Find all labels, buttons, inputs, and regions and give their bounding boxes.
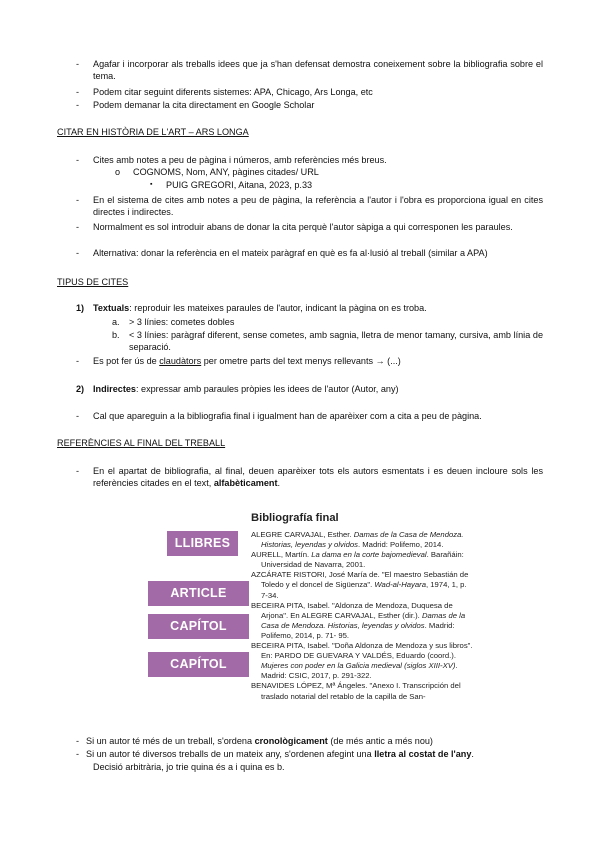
bullet-dash: - <box>76 100 80 110</box>
label-capitol: CAPÍTOL <box>148 614 249 639</box>
sub-sub-bullet-text: PUIG GREGORI, Aitana, 2023, p.33 <box>166 180 313 190</box>
text-part: per ometre parts del text menys rellevants → (...) <box>201 356 401 366</box>
label-llibres: LLIBRES <box>167 531 238 556</box>
bib-entry <box>251 550 473 570</box>
text-part: Si un autor té més de un treball, s'ordena <box>86 736 255 746</box>
list-item-textuals <box>93 302 427 314</box>
term-rest: : reproduir les mateixes paraules de l'autor, indicant la pàgina on es troba. <box>129 303 427 313</box>
bullet-dash: - <box>76 356 80 366</box>
bib-italic: Wad-al-Hayara <box>374 580 426 590</box>
bib-text: BECEIRA PITA, Isabel. "Doña Aldonza de Mendoza y sus libros". En: PARDO DE GUEVARA Y VALDÉS, Eduardo (coord.). <box>251 641 473 661</box>
bib-entry <box>251 601 473 641</box>
bib-text: . Barañáin: Universidad de Navarra, 2001. <box>261 550 464 570</box>
bullet-text: Cites amb notes a peu de pàgina i números, amb referències més breus. <box>93 155 387 165</box>
term-bold: Indirectes <box>93 384 136 394</box>
bibliography-entries <box>251 530 473 702</box>
text-part: . <box>277 478 281 488</box>
bullet-text: Agafar i incorporar als treballs idees que ja s'han defensat demostra coneixement sobre la bibliografia sobre el tema. <box>93 59 543 81</box>
bib-text: BENAVIDES LÓPEZ, Mª Ángeles. "Anexo I. Transcripción del traslado notarial del retablo de la capilla de San- <box>251 681 461 701</box>
bullet-text: En el sistema de cites amb notes a peu de pàgina, la referència a l'autor i l'obra es proporciona igual en cites directes i indirectes. <box>93 195 543 217</box>
bullet-dash: - <box>76 411 80 421</box>
sub-label: a. <box>112 317 120 327</box>
bib-entry <box>251 681 473 701</box>
text-part: . <box>471 749 474 759</box>
section-heading-tipus: TIPUS DE CITES <box>57 277 129 287</box>
sub-bullet-circle: o <box>115 167 121 177</box>
bottom-line-3: Decisió arbitrària, jo trie quina és a i quina es b. <box>93 762 285 772</box>
square-bullet-icon: ▪ <box>150 181 153 188</box>
bib-text: , 1974, 1, p. 7-34. <box>261 580 467 600</box>
list-item-indirectes <box>93 383 399 395</box>
bib-entry <box>251 570 473 600</box>
bullet-text: Podem demanar la cita directament en Google Scholar <box>93 100 315 110</box>
bold-word: lletra al costat de l'any <box>374 749 472 759</box>
underlined-word: claudàtors <box>159 356 202 366</box>
bib-italic: Mujeres con poder en la Galicia medieval (siglos XIII-XV) <box>261 661 456 671</box>
bib-italic: Damas de la Casa de Mendoza. Historias, leyendas y olvidos <box>261 610 466 630</box>
sub-bullet-text: COGNOMS, Nom, ANY, pàgines citades/ URL <box>133 167 319 177</box>
bullet-dash: - <box>76 736 80 746</box>
bib-text: ALEGRE CARVAJAL, Esther. <box>251 530 354 539</box>
bullet-text-claudators <box>93 355 401 367</box>
bib-text: BECEIRA PITA, Isabel. "Aldonza de Mendoza, Duquesa de Arjona". En ALEGRE CARVAJAL, Esther (dir.). <box>251 600 453 620</box>
bold-word: cronològicament <box>254 736 328 746</box>
bullet-text: Cal que apareguin a la bibliografia final i igualment han de aparèixer com a cita a peu de pàgina. <box>93 411 482 421</box>
list-number: 2) <box>76 384 85 394</box>
bullet-dash: - <box>76 87 80 97</box>
term-rest: : expressar amb paraules pròpies les idees de l'autor (Autor, any) <box>135 384 399 394</box>
bib-text: . Madrid: Polifemo, 2014, p. 71- 95. <box>261 620 455 640</box>
section-heading-citar: CITAR EN HISTÒRIA DE L'ART – ARS LONGA <box>57 127 249 137</box>
bullet-text: Alternativa: donar la referència en el mateix paràgraf en què es fa al·lusió al treball (similar a APA) <box>93 248 488 258</box>
section-heading-referencies: REFERÈNCIES AL FINAL DEL TREBALL <box>57 438 226 448</box>
bottom-line-1 <box>86 735 433 747</box>
term-bold: Textuals <box>93 303 130 313</box>
bibliography-figure <box>146 508 476 722</box>
bullet-dash: - <box>76 466 80 476</box>
bib-italic: La dama en la corte bajomedieval <box>311 550 427 560</box>
bullet-text-referencies <box>93 465 543 489</box>
bib-text: AURELL, Martín. <box>251 550 312 560</box>
text-part: (de més antic a més nou) <box>327 736 433 746</box>
label-capitol: CAPÍTOL <box>148 652 249 677</box>
bold-word: alfabèticament <box>213 478 278 488</box>
sub-label: b. <box>112 330 120 340</box>
bib-text: AZCÁRATE RISTORI, José María de. "El maestro Sebastián de Toledo y el doncel de Sigüenza". <box>251 570 469 590</box>
bullet-dash: - <box>76 155 80 165</box>
text-part: En el apartat de bibliografia, al final, deuen aparèixer tots els autors esmentats i es deuen incloure sols les referències citades en el text, <box>93 466 543 488</box>
bib-entry <box>251 641 473 681</box>
sub-item-text: > 3 línies: cometes dobles <box>129 317 235 327</box>
bottom-line-2 <box>86 748 474 760</box>
bullet-dash: - <box>76 59 80 69</box>
bullet-dash: - <box>76 749 80 759</box>
bullet-dash: - <box>76 248 80 258</box>
list-number: 1) <box>76 303 85 313</box>
bibliography-title: Bibliografía final <box>251 512 339 524</box>
text-part: Si un autor té diversos treballs de un mateix any, s'ordenen afegint una <box>86 749 375 759</box>
bib-text: . Madrid: Polifemo, 2014. <box>358 540 444 550</box>
sub-item-text: < 3 línies: paràgraf diferent, sense cometes, amb sagnia, lletra de menor tamany, cursiva, amb línia de separació. <box>129 330 543 352</box>
bullet-dash: - <box>76 195 80 205</box>
bib-entry <box>251 530 473 550</box>
bib-text: . Madrid: CSIC, 2017, p. 291-322. <box>261 661 458 681</box>
bib-italic: Damas de la Casa de Mendoza. Historias, leyendas y olvidos <box>261 530 464 550</box>
text-part: Es pot fer ús de <box>93 356 160 366</box>
label-article: ARTICLE <box>148 581 249 606</box>
bullet-text: Podem citar seguint diferents sistemes: APA, Chicago, Ars Longa, etc <box>93 87 373 97</box>
bullet-dash: - <box>76 222 80 232</box>
bullet-text: Normalment es sol introduir abans de donar la cita perquè l'autor sàpiga a qui corresponen les paraules. <box>93 222 513 232</box>
